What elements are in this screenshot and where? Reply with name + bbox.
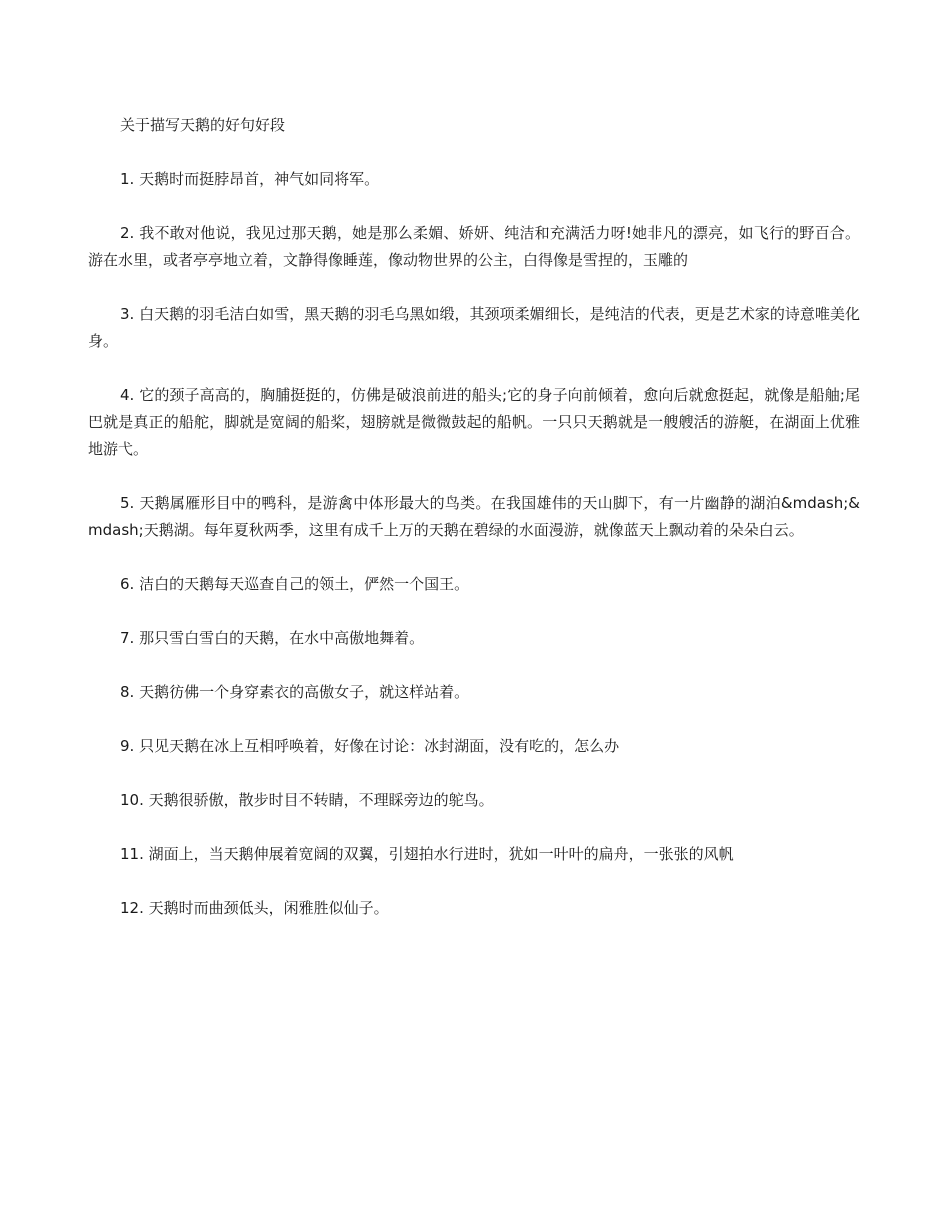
paragraph-12: 12. 天鹅时而曲颈低头，闲雅胜似仙子。 <box>120 899 389 917</box>
paragraph-4: 4. 它的颈子高高的，胸脯挺挺的，仿佛是破浪前进的船头;它的身子向前倾着，愈向后就愈挺起，就像是船舳;尾巴就是真正的船舵，脚就是宽阔的船桨，翅膀就是微微鼓起的船帆。一只只天鹅就是一艘艘活的游艇，在湖面上优雅地游弋。 <box>88 386 860 458</box>
document-title: 关于描写天鹅的好句好段 <box>120 116 286 134</box>
paragraph-1: 1. 天鹅时而挺脖昂首，神气如同将军。 <box>120 170 380 188</box>
paragraph-9: 9. 只见天鹅在冰上互相呼唤着，好像在讨论：冰封湖面，没有吃的，怎么办 <box>120 737 620 755</box>
paragraph-5: 5. 天鹅属雁形目中的鸭科，是游禽中体形最大的鸟类。在我国雄伟的天山脚下，有一片幽静的湖泊&mdash;&mdash;天鹅湖。每年夏秋两季，这里有成千上万的天鹅在碧绿的水面漫游，就像蓝天上飘动着的朵朵白云。 <box>88 494 860 539</box>
document-body <box>88 112 860 949</box>
paragraph-11: 11. 湖面上，当天鹅伸展着宽阔的双翼，引翅拍水行进时，犹如一叶叶的扁舟，一张张的风帆 <box>120 845 734 863</box>
paragraph-7: 7. 那只雪白雪白的天鹅，在水中高傲地舞着。 <box>120 629 425 647</box>
paragraph-8: 8. 天鹅彷佛一个身穿素衣的高傲女子，就这样站着。 <box>120 683 470 701</box>
paragraph-3: 3. 白天鹅的羽毛洁白如雪，黑天鹅的羽毛乌黑如缎，其颈项柔媚细长，是纯洁的代表，更是艺术家的诗意唯美化身。 <box>88 305 860 350</box>
paragraph-6: 6. 洁白的天鹅每天巡查自己的领土，俨然一个国王。 <box>120 575 470 593</box>
paragraph-10: 10. 天鹅很骄傲，散步时目不转睛，不理睬旁边的鸵鸟。 <box>120 791 494 809</box>
paragraph-2: 2. 我不敢对他说，我见过那天鹅，她是那么柔媚、娇妍、纯洁和充满活力呀!她非凡的漂亮，如飞行的野百合。游在水里，或者亭亭地立着，文静得像睡莲，像动物世界的公主，白得像是雪捏的，玉雕的 <box>88 224 860 269</box>
